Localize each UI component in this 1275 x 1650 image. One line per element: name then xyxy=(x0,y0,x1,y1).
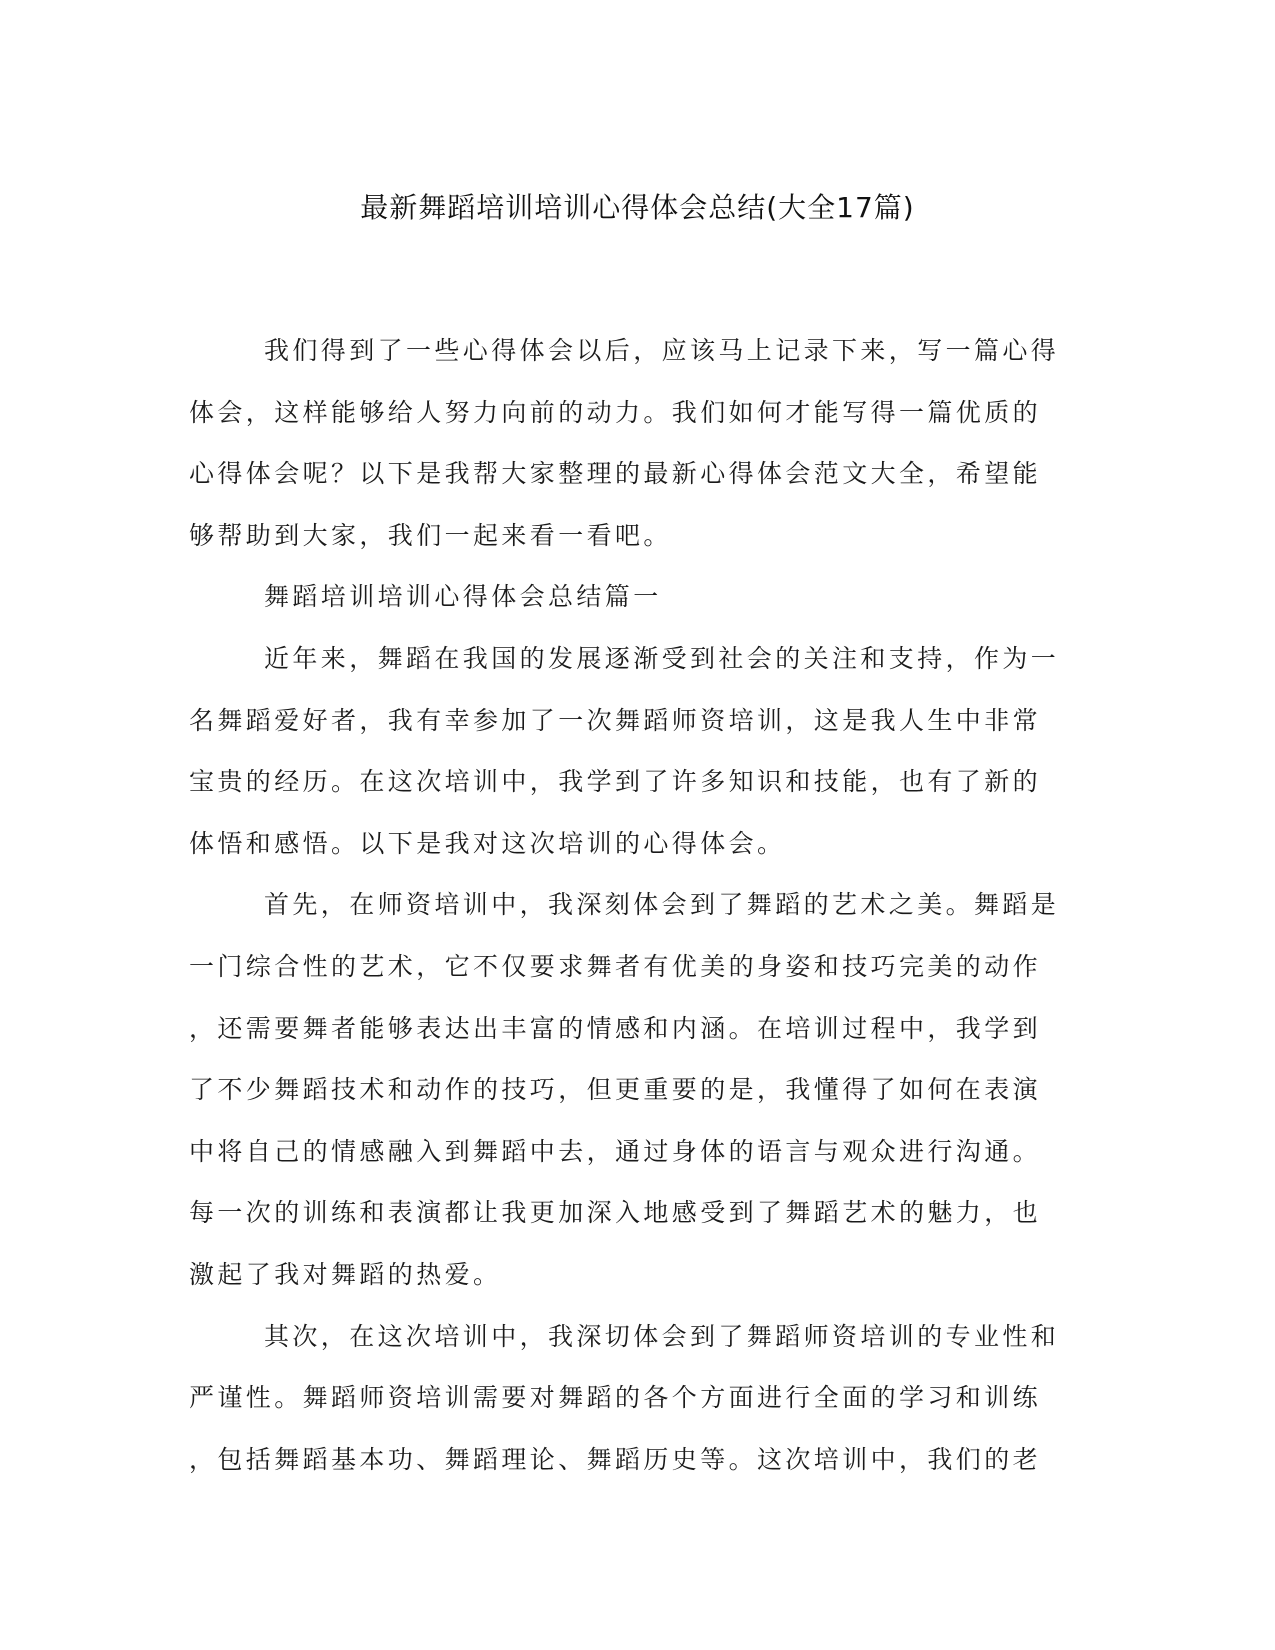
document-body xyxy=(189,320,1089,1490)
document-title: 最新舞蹈培训培训心得体会总结(大全17篇) xyxy=(360,191,915,224)
body-line: 中将自己的情感融入到舞蹈中去，通过身体的语言与观众进行沟通。 xyxy=(189,1136,1042,1166)
body-line: 激起了我对舞蹈的热爱。 xyxy=(189,1259,502,1289)
section-heading: 舞蹈培训培训心得体会总结篇一 xyxy=(264,582,662,612)
body-line: 严谨性。舞蹈师资培训需要对舞蹈的各个方面进行全面的学习和训练 xyxy=(189,1383,1042,1413)
body-line: 一门综合性的艺术，它不仅要求舞者有优美的身姿和技巧完美的动作 xyxy=(189,951,1042,981)
body-line: 每一次的训练和表演都让我更加深入地感受到了舞蹈艺术的魅力，也 xyxy=(189,1198,1042,1228)
body-line: ，包括舞蹈基本功、舞蹈理论、舞蹈历史等。这次培训中，我们的老 xyxy=(189,1444,1042,1474)
body-line: 体悟和感悟。以下是我对这次培训的心得体会。 xyxy=(189,828,786,858)
body-line: 近年来，舞蹈在我国的发展逐渐受到社会的关注和支持，作为一 xyxy=(264,643,1060,673)
body-line: 其次，在这次培训中，我深切体会到了舞蹈师资培训的专业性和 xyxy=(264,1321,1060,1351)
body-line: 了不少舞蹈技术和动作的技巧，但更重要的是，我懂得了如何在表演 xyxy=(189,1075,1042,1105)
body-line: 宝贵的经历。在这次培训中，我学到了许多知识和技能，也有了新的 xyxy=(189,767,1042,797)
body-line: ，还需要舞者能够表达出丰富的情感和内涵。在培训过程中，我学到 xyxy=(189,1013,1042,1043)
body-line: 体会，这样能够给人努力向前的动力。我们如何才能写得一篇优质的 xyxy=(189,397,1042,427)
body-line: 名舞蹈爱好者，我有幸参加了一次舞蹈师资培训，这是我人生中非常 xyxy=(189,705,1042,735)
body-line: 我们得到了一些心得体会以后，应该马上记录下来，写一篇心得 xyxy=(264,336,1060,365)
body-line: 够帮助到大家，我们一起来看一看吧。 xyxy=(189,520,672,550)
body-line: 心得体会呢？以下是我帮大家整理的最新心得体会范文大全，希望能 xyxy=(189,459,1042,489)
body-line: 首先，在师资培训中，我深刻体会到了舞蹈的艺术之美。舞蹈是 xyxy=(264,890,1060,920)
